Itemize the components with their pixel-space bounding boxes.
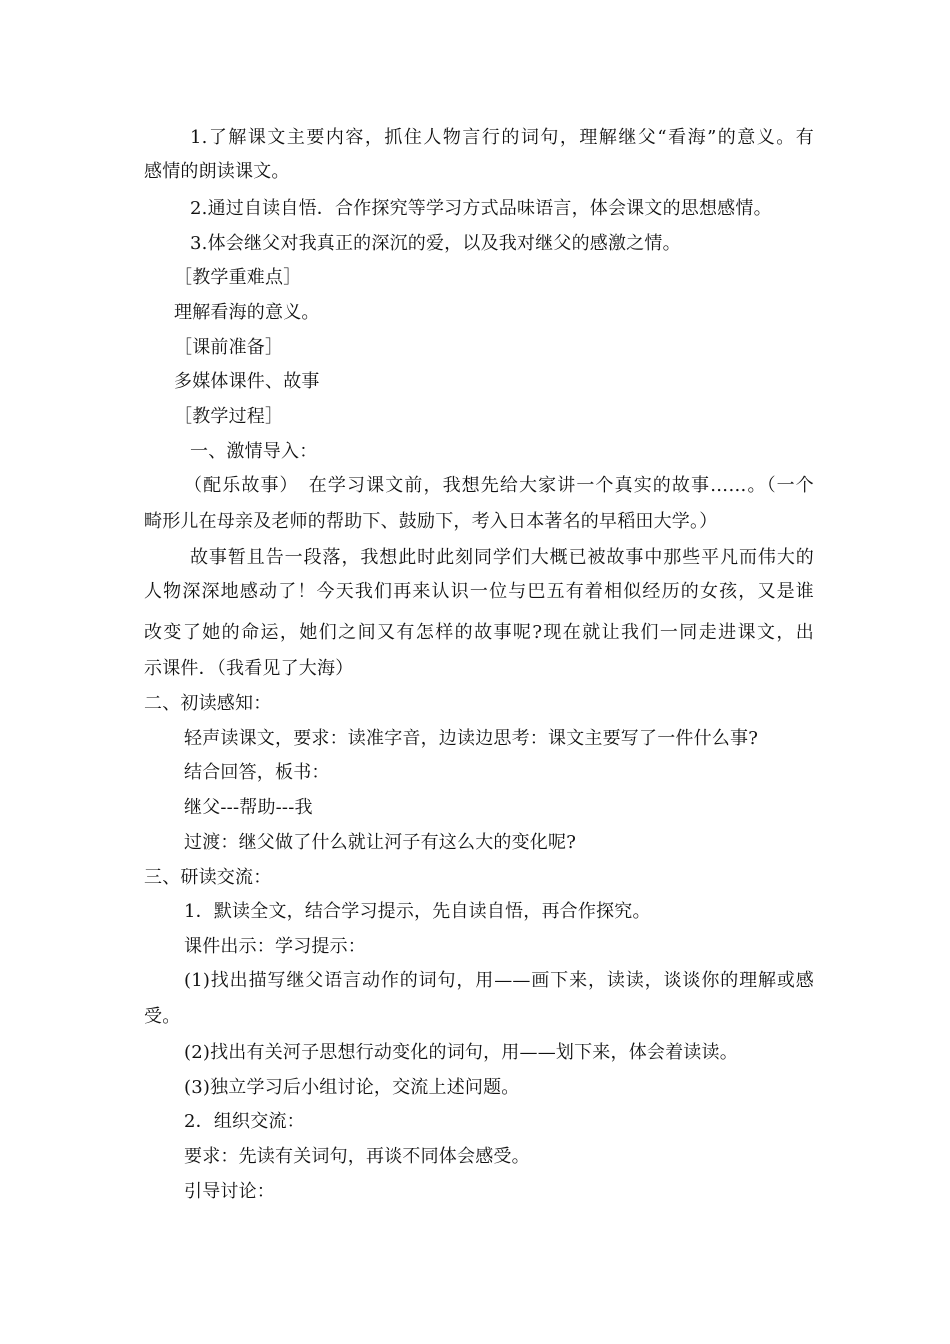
story-intro-line-1: （配乐故事） 在学习课文前，我想先给大家讲一个真实的故事……。（一个 — [184, 475, 814, 496]
heading-preparation: ［课前准备］ — [174, 337, 284, 358]
story-paragraph-line-4: 示课件．（我看见了大海） — [144, 658, 354, 679]
blackboard-content: 继父---帮助---我 — [184, 797, 313, 818]
prompt-1-line-2: 受。 — [144, 1006, 181, 1027]
objective-3: 3.体会继父对我真正的深沉的爱，以及我对继父的感激之情。 — [190, 233, 681, 254]
transition-text: 过渡：继父做了什么就让河子有这么大的变化呢? — [184, 832, 577, 853]
story-intro-line-2: 畸形儿在母亲及老师的帮助下、鼓励下，考入日本著名的早稻田大学。） — [144, 511, 718, 532]
story-paragraph-line-3: 改变了她的命运，她们之间又有怎样的故事呢?现在就让我们一同走进课文，出 — [144, 622, 814, 643]
story-paragraph-line-1: 故事暂且告一段落，我想此时此刻同学们大概已被故事中那些平凡而伟大的 — [190, 547, 814, 568]
prompt-1-line-1: (1)找出描写继父语言动作的词句，用——画下来，读读，谈谈你的理解或感 — [184, 970, 814, 991]
objective-1-line-1: 1.了解课文主要内容，抓住人物言行的词句，理解继父“看海”的意义。有 — [190, 127, 814, 148]
guided-discussion: 引导讨论： — [184, 1181, 275, 1202]
objective-1-line-2: 感情的朗读课文。 — [144, 161, 290, 182]
heading-key-points: ［教学重难点］ — [174, 267, 302, 288]
courseware-prompt: 课件出示：学习提示： — [184, 936, 366, 957]
section-3-heading: 三、研读交流： — [144, 867, 272, 888]
section-1-heading: 一、激情导入： — [190, 441, 318, 462]
objective-2: 2.通过自读自悟．合作探究等学习方式品味语言，体会课文的思想感情。 — [190, 198, 772, 219]
key-points-text: 理解看海的意义。 — [174, 302, 320, 323]
reading-requirement: 轻声读课文，要求：读准字音，边读边思考：课文主要写了一件什么事? — [184, 728, 759, 749]
section-2-heading: 二、初读感知： — [144, 693, 272, 714]
step-1: 1．默读全文，结合学习提示，先自读自悟，再合作探究。 — [184, 901, 651, 922]
prompt-2: (2)找出有关河子思想行动变化的词句，用——划下来，体会着读读。 — [184, 1042, 738, 1063]
heading-process: ［教学过程］ — [174, 406, 284, 427]
preparation-text: 多媒体课件、故事 — [174, 371, 320, 392]
exchange-requirement: 要求：先读有关词句，再谈不同体会感受。 — [184, 1146, 530, 1167]
step-2: 2．组织交流： — [184, 1111, 305, 1132]
blackboard-note: 结合回答，板书： — [184, 762, 330, 783]
prompt-3: (3)独立学习后小组讨论，交流上述问题。 — [184, 1077, 520, 1098]
story-paragraph-line-2: 人物深深地感动了！今天我们再来认识一位与巴五有着相似经历的女孩，又是谁 — [144, 581, 814, 602]
